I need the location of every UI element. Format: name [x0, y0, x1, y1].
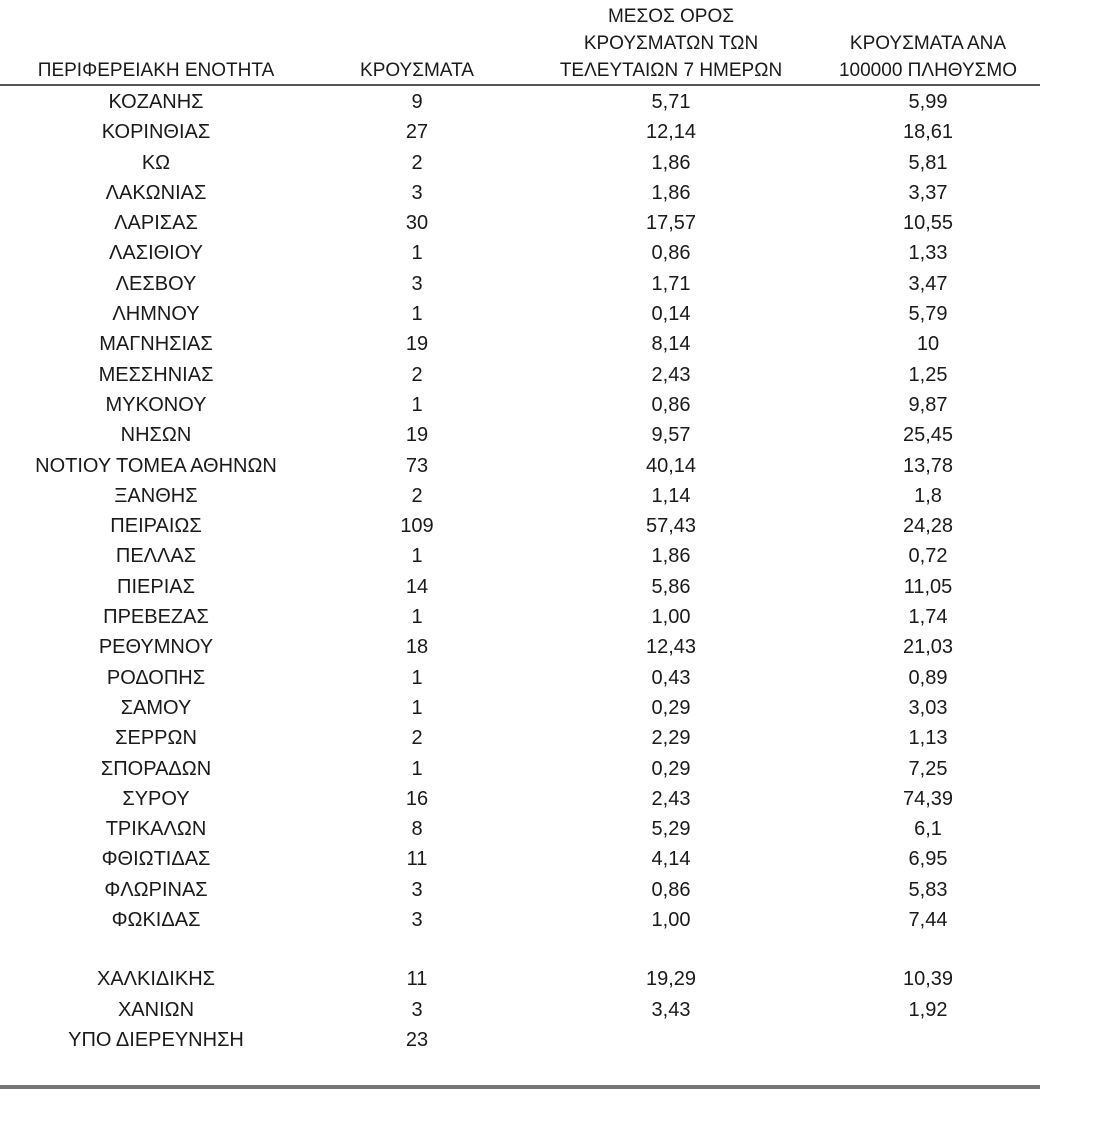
table-row [0, 148, 1040, 178]
row-region: ΥΠΟ ΔΙΕΡΕΥΝΗΣΗ [68, 1028, 244, 1051]
header-divider [0, 84, 1040, 86]
row-cases: 11 [406, 968, 428, 991]
table-row [0, 238, 1040, 268]
header-avg-line-1: ΜΕΣΟΣ ΟΡΟΣ [607, 6, 735, 27]
row-region: ΧΑΛΚΙΔΙΚΗΣ [97, 968, 215, 991]
table-row [0, 1025, 1040, 1055]
row-cases-per-100k: 10,39 [902, 968, 954, 991]
row-cases: 19 [405, 333, 429, 356]
row-region: ΣΑΜΟΥ [120, 696, 192, 719]
header-avg-line-3: ΤΕΛΕΥΤΑΙΩΝ 7 ΗΜΕΡΩΝ [559, 60, 783, 81]
row-cases-per-100k: 3,03 [908, 696, 948, 719]
row-seven-day-average: 0,86 [651, 878, 691, 901]
row-cases: 3 [411, 998, 423, 1021]
row-cases-per-100k: 1,25 [908, 363, 948, 386]
row-seven-day-average: 3,43 [651, 998, 691, 1021]
row-seven-day-average: 9,57 [651, 424, 691, 447]
table-row [0, 269, 1040, 299]
row-cases: 3 [411, 909, 423, 932]
table-row [0, 360, 1040, 390]
row-seven-day-average: 12,14 [645, 121, 697, 144]
row-cases-per-100k: 5,79 [908, 303, 948, 326]
row-seven-day-average: 2,43 [651, 787, 691, 810]
row-region: ΠΕΙΡΑΙΩΣ [110, 515, 202, 538]
row-cases: 19 [405, 424, 429, 447]
row-cases: 18 [405, 636, 429, 659]
row-cases-per-100k: 5,81 [908, 151, 948, 174]
table-row [0, 208, 1040, 238]
row-cases-per-100k: 11,05 [903, 575, 953, 598]
row-cases-per-100k: 3,47 [908, 272, 948, 295]
row-region: ΝΟΤΙΟΥ ΤΟΜΕΑ ΑΘΗΝΩΝ [35, 454, 277, 477]
row-cases: 1 [411, 696, 423, 719]
row-region: ΝΗΣΩΝ [120, 424, 192, 447]
row-cases-per-100k: 1,33 [908, 242, 948, 265]
row-seven-day-average: 1,86 [651, 545, 691, 568]
row-region: ΠΕΛΛΑΣ [115, 545, 197, 568]
header-region [0, 57, 312, 84]
row-cases: 2 [411, 484, 423, 507]
row-cases-per-100k: 74,39 [902, 787, 954, 810]
row-seven-day-average: 0,86 [651, 393, 691, 416]
row-cases: 16 [405, 787, 429, 810]
row-cases: 1 [411, 242, 423, 265]
table-row [0, 875, 1040, 905]
row-cases-per-100k: 1,8 [914, 484, 942, 507]
row-cases-per-100k: 6,95 [908, 848, 948, 871]
row-region: ΡΟΔΟΠΗΣ [106, 666, 206, 689]
row-cases-per-100k: 0,89 [908, 666, 948, 689]
row-seven-day-average: 4,14 [651, 848, 691, 871]
table-row [0, 87, 1040, 117]
row-cases-per-100k: 21,03 [902, 636, 954, 659]
row-cases: 2 [411, 151, 423, 174]
table-row [0, 481, 1040, 511]
row-seven-day-average: 1,14 [651, 484, 691, 507]
row-cases: 1 [411, 393, 423, 416]
row-seven-day-average: 5,86 [651, 575, 691, 598]
row-seven-day-average: 0,29 [651, 696, 691, 719]
table-row [0, 663, 1040, 693]
row-region: ΛΗΜΝΟΥ [112, 303, 200, 326]
row-region: ΦΘΙΩΤΙΔΑΣ [101, 848, 211, 871]
row-seven-day-average: 0,29 [651, 757, 691, 780]
table-row [0, 995, 1040, 1025]
header-per-line-1: ΚΡΟΥΣΜΑΤΑ ΑΝΑ [849, 33, 1007, 54]
row-seven-day-average: 0,43 [651, 666, 691, 689]
table-row [0, 723, 1040, 753]
row-cases: 23 [405, 1028, 429, 1051]
row-cases: 14 [405, 575, 429, 598]
table-row [0, 117, 1040, 147]
row-region: ΤΡΙΚΑΛΩΝ [105, 818, 207, 841]
header-seven-day-average [540, 3, 802, 84]
row-cases-per-100k: 24,28 [902, 515, 954, 538]
table-row [0, 390, 1040, 420]
row-cases-per-100k: 10,55 [902, 212, 954, 235]
row-cases: 109 [400, 515, 434, 538]
row-cases-per-100k: 18,61 [902, 121, 954, 144]
row-cases: 3 [411, 181, 423, 204]
row-region: ΛΑΣΙΘΙΟΥ [109, 242, 203, 265]
row-region: ΠΡΕΒΕΖΑΣ [103, 606, 209, 629]
row-region: ΣΠΟΡΑΔΩΝ [100, 757, 212, 780]
table-bottom-rule [0, 1085, 1040, 1089]
row-cases-per-100k: 5,99 [908, 91, 948, 113]
header-region-label: ΠΕΡΙΦΕΡΕΙΑΚΗ ΕΝΟΤΗΤΑ [37, 60, 275, 81]
row-seven-day-average: 2,29 [651, 727, 691, 750]
row-seven-day-average: 1,86 [651, 181, 691, 204]
row-seven-day-average: 0,14 [651, 303, 691, 326]
row-cases-per-100k: 1,13 [908, 727, 948, 750]
table-row [0, 814, 1040, 844]
row-cases-per-100k: 6,1 [914, 818, 942, 841]
row-region: ΠΙΕΡΙΑΣ [117, 575, 195, 598]
row-seven-day-average: 1,71 [651, 272, 691, 295]
row-region: ΦΩΚΙΔΑΣ [111, 909, 201, 932]
row-region: ΛΑΚΩΝΙΑΣ [105, 181, 207, 204]
row-seven-day-average: 12,43 [645, 636, 697, 659]
header-per-line-2: 100000 ΠΛΗΘΥΣΜΟ [838, 60, 1017, 81]
row-region: ΜΕΣΣΗΝΙΑΣ [98, 363, 214, 386]
table-row [0, 632, 1040, 662]
table-row [0, 420, 1040, 450]
table-row [0, 572, 1040, 602]
row-region: ΚΟΖΑΝΗΣ [108, 91, 204, 113]
row-seven-day-average: 40,14 [645, 454, 697, 477]
row-seven-day-average: 0,86 [651, 242, 691, 265]
row-seven-day-average: 17,57 [645, 212, 697, 235]
header-cases [342, 57, 492, 84]
row-cases-per-100k: 25,45 [902, 424, 954, 447]
table-row [0, 329, 1040, 359]
header-avg-line-2: ΚΡΟΥΣΜΑΤΩΝ ΤΩΝ [583, 33, 759, 54]
row-cases: 3 [411, 272, 423, 295]
row-region: ΛΕΣΒΟΥ [115, 272, 197, 295]
row-cases: 2 [411, 363, 423, 386]
row-seven-day-average: 1,86 [651, 151, 691, 174]
row-cases: 1 [411, 666, 423, 689]
row-region: ΦΛΩΡΙΝΑΣ [104, 878, 208, 901]
row-region: ΛΑΡΙΣΑΣ [114, 212, 198, 235]
table-row [0, 602, 1040, 632]
table-row [0, 784, 1040, 814]
row-region: ΜΥΚΟΝΟΥ [105, 393, 207, 416]
row-cases: 1 [411, 545, 423, 568]
row-seven-day-average: 5,71 [651, 91, 691, 113]
row-cases: 30 [405, 212, 429, 235]
row-cases: 27 [405, 121, 429, 144]
row-cases-per-100k: 3,37 [908, 181, 948, 204]
row-cases: 2 [411, 727, 423, 750]
table-row [0, 541, 1040, 571]
row-region: ΡΕΘΥΜΝΟΥ [98, 636, 214, 659]
row-seven-day-average: 1,00 [651, 909, 691, 932]
row-cases-per-100k: 7,25 [908, 757, 948, 780]
row-seven-day-average: 19,29 [645, 968, 697, 991]
header-cases-label: ΚΡΟΥΣΜΑΤΑ [360, 60, 474, 81]
table-row [0, 844, 1040, 874]
row-region: ΣΥΡΟΥ [122, 787, 190, 810]
table-row [0, 178, 1040, 208]
row-cases: 3 [411, 878, 423, 901]
row-cases: 8 [411, 818, 423, 841]
row-cases-per-100k: 13,78 [902, 454, 954, 477]
row-cases-per-100k: 10 [916, 333, 940, 356]
row-region: ΚΟΡΙΝΘΙΑΣ [101, 121, 211, 144]
row-region: ΚΩ [141, 151, 171, 174]
row-cases: 11 [406, 848, 428, 871]
table-row [0, 451, 1040, 481]
row-cases: 73 [405, 454, 429, 477]
row-cases-per-100k: 1,92 [908, 998, 948, 1021]
row-cases-per-100k: 7,44 [908, 909, 948, 932]
row-seven-day-average: 1,00 [651, 606, 691, 629]
row-cases-per-100k: 9,87 [908, 393, 948, 416]
row-seven-day-average: 57,43 [645, 515, 697, 538]
row-cases: 1 [411, 303, 423, 326]
row-region: ΣΕΡΡΩΝ [115, 727, 197, 750]
row-cases: 1 [411, 606, 423, 629]
row-cases: 9 [411, 91, 423, 113]
row-region: ΧΑΝΙΩΝ [117, 998, 195, 1021]
table-row [0, 754, 1040, 784]
header-cases-per-100k [810, 30, 1046, 84]
row-cases-per-100k: 1,74 [908, 606, 948, 629]
table-row [0, 299, 1040, 329]
table-row [0, 693, 1040, 723]
table-row [0, 511, 1040, 541]
row-seven-day-average: 2,43 [651, 363, 691, 386]
row-seven-day-average: 5,29 [651, 818, 691, 841]
table-row [0, 964, 1040, 994]
row-cases: 1 [411, 757, 423, 780]
row-region: ΞΑΝΘΗΣ [114, 484, 198, 507]
row-cases-per-100k: 5,83 [908, 878, 948, 901]
row-seven-day-average: 8,14 [651, 333, 691, 356]
table-body [0, 87, 1040, 1055]
row-cases-per-100k: 0,72 [908, 545, 948, 568]
table-row [0, 905, 1040, 935]
row-region: ΜΑΓΝΗΣΙΑΣ [99, 333, 213, 356]
